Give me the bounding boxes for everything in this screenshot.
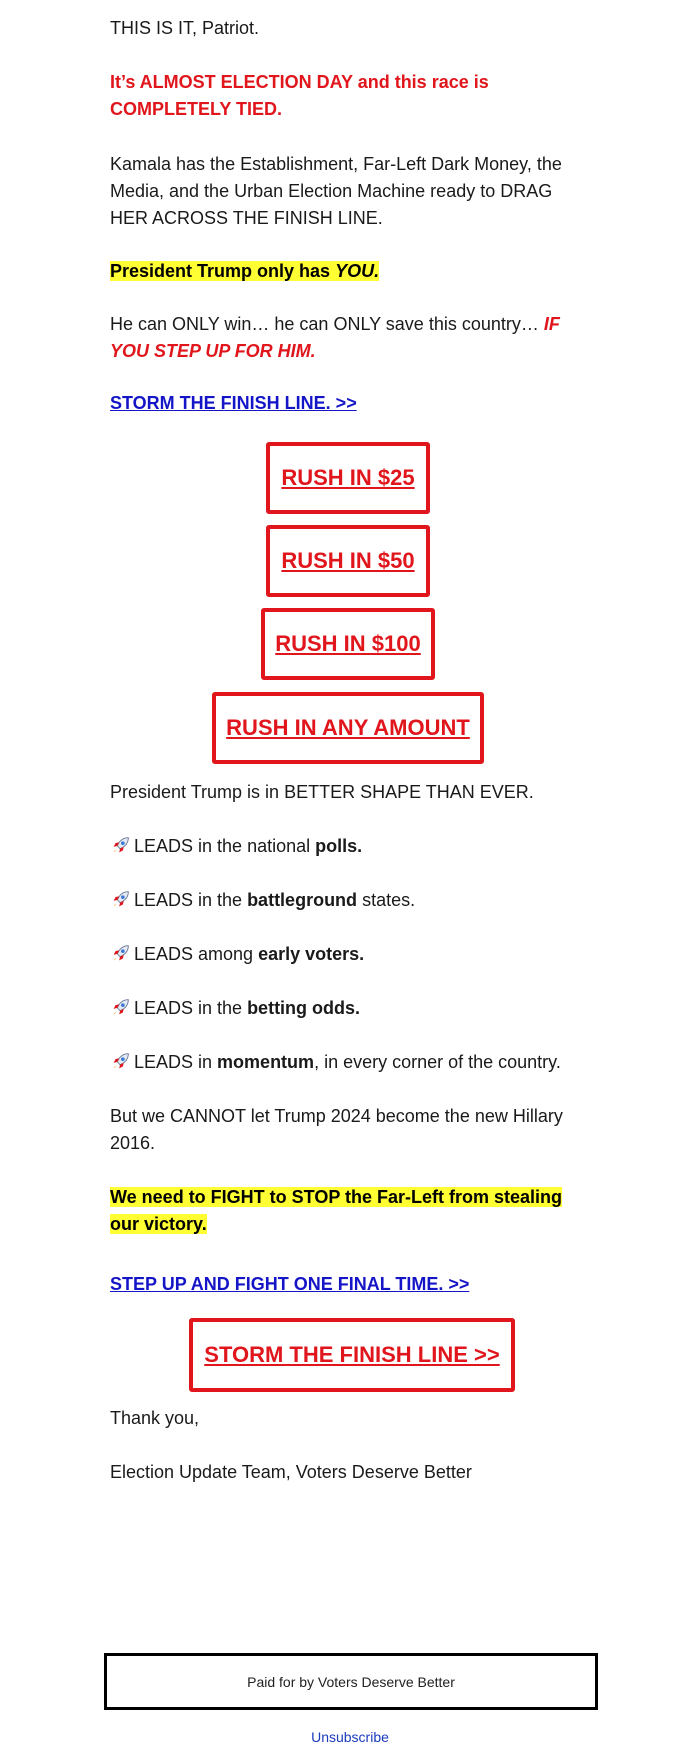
step-up-fight-link[interactable]: STEP UP AND FIGHT ONE FINAL TIME. >> — [110, 1274, 470, 1294]
list-item — [110, 887, 576, 914]
paid-for-text: Paid for by Voters Deserve Better — [247, 1673, 455, 1690]
storm-finish-line-button[interactable]: STORM THE FINISH LINE >> — [189, 1318, 515, 1392]
alert-text: It’s ALMOST ELECTION DAY and this race is COMPLETELY TIED. — [110, 72, 489, 119]
greeting-text: THIS IS IT, Patriot. — [110, 18, 260, 38]
rocket-icon — [110, 1050, 132, 1072]
lead-text-end: , in every corner of the country. — [314, 1052, 561, 1072]
hillary-paragraph: But we CANNOT let Trump 2024 become the new Hillary 2016. — [110, 1106, 563, 1153]
rocket-icon — [110, 996, 132, 1018]
leads-list — [110, 833, 576, 1103]
thanks-text: Thank you, — [110, 1408, 200, 1428]
rocket-icon — [110, 888, 132, 910]
storm-finish-line-link[interactable]: STORM THE FINISH LINE. >> — [110, 393, 357, 413]
lead-bold: polls. — [315, 836, 363, 856]
lead-text: LEADS in the — [134, 890, 248, 910]
rocket-icon — [110, 834, 132, 856]
unsubscribe-container — [0, 1729, 700, 1745]
rush-any-amount-button[interactable]: RUSH IN ANY AMOUNT — [212, 692, 484, 764]
step-up-paragraph — [110, 311, 576, 365]
rush-50-button[interactable]: RUSH IN $50 — [266, 525, 430, 597]
lead-text: LEADS in the national — [134, 836, 316, 856]
highlight-span: We need to FIGHT to STOP the Far-Left from stealing our victory. — [110, 1187, 563, 1234]
list-item — [110, 1049, 576, 1076]
paid-for-disclaimer — [104, 1653, 598, 1710]
lead-text: LEADS in the — [134, 998, 248, 1018]
highlight-line-2 — [110, 1184, 576, 1238]
lead-text: LEADS among — [134, 944, 259, 964]
highlight-line-1 — [110, 258, 576, 285]
highlight-emphasis: YOU. — [335, 261, 380, 281]
signature-text: Election Update Team, Voters Deserve Better — [110, 1462, 472, 1482]
lead-text-end: states. — [357, 890, 416, 910]
intro-paragraph: Kamala has the Establishment, Far-Left Dark Money, the Media, and the Urban Election Machine ready to DRAG HER ACROSS THE FINISH LINE. — [110, 154, 562, 228]
list-item — [110, 995, 576, 1022]
list-item — [110, 833, 576, 860]
lead-bold: battleground — [247, 890, 358, 910]
rush-100-button[interactable]: RUSH IN $100 — [261, 608, 435, 680]
lead-bold: momentum — [217, 1052, 315, 1072]
list-item — [110, 941, 576, 968]
unsubscribe-link[interactable]: Unsubscribe — [311, 1729, 389, 1745]
lead-bold: betting odds. — [247, 998, 361, 1018]
lead-bold: early voters. — [258, 944, 365, 964]
highlight-span — [110, 261, 379, 281]
step-up-text: He can ONLY win… he can ONLY save this country… — [110, 314, 544, 334]
shape-line: President Trump is in BETTER SHAPE THAN EVER. — [110, 782, 534, 802]
highlight-text: President Trump only has — [110, 261, 336, 281]
step-up-emphasis: IF YOU STEP UP FOR HIM. — [110, 314, 560, 361]
rush-25-button[interactable]: RUSH IN $25 — [266, 442, 430, 514]
lead-text: LEADS in — [134, 1052, 218, 1072]
rocket-icon — [110, 942, 132, 964]
